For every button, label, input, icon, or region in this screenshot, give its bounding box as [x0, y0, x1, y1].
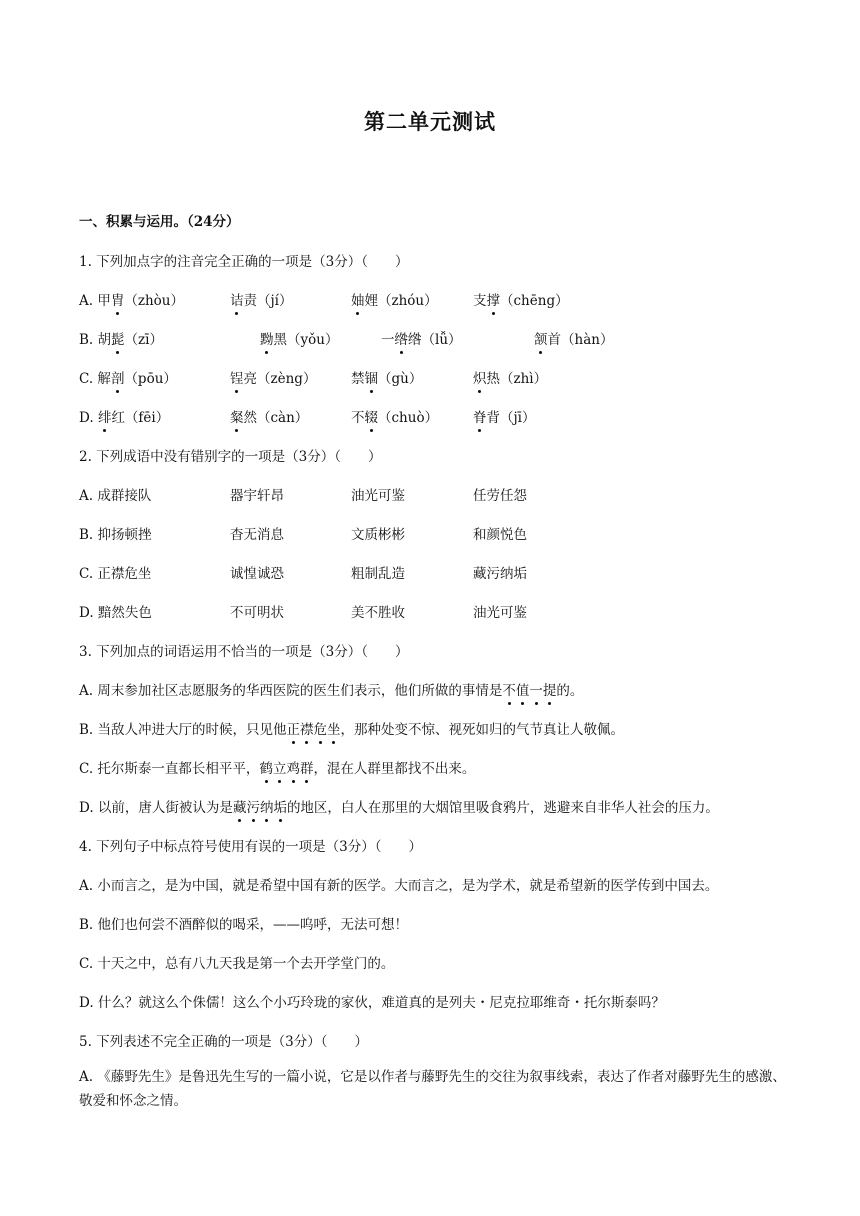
question-3-option-b: B. 当敌人冲进大厅的时候，只见他正襟危坐，那种处变不惊、视死如归的气节真让人敬佩。: [79, 722, 625, 738]
question-4-option-c: C. 十天之中，总有八九天我是第一个去开学堂门的。: [79, 956, 395, 972]
option-cell: 妯娌（zhóu）: [351, 293, 438, 309]
page-title: 第二单元测试: [364, 109, 496, 134]
option-cell: 任劳任怨: [473, 488, 527, 504]
section-heading: 一、积累与运用。（24分）: [79, 214, 240, 230]
option-cell: 不可明状: [230, 605, 284, 621]
option-cell: 炽热（zhì）: [473, 371, 548, 387]
option-cell: 藏污纳垢: [473, 566, 527, 582]
question-3-stem: 3. 下列加点的词语运用不恰当的一项是（3分）（ ）: [79, 644, 409, 660]
option-cell: C. 解剖（pōu）: [79, 371, 177, 387]
option-cell: 油光可鉴: [351, 488, 405, 504]
option-cell: 一绺绺（lǚ）: [381, 332, 462, 348]
option-cell: C. 正襟危坐: [79, 566, 152, 582]
option-cell: 锃亮（zèng）: [230, 371, 317, 387]
option-cell: D. 黯然失色: [79, 605, 152, 621]
option-cell: 颔首（hàn）: [534, 332, 614, 348]
option-cell: B. 抑扬顿挫: [79, 527, 152, 543]
option-cell: 油光可鉴: [473, 605, 527, 621]
option-cell: 和颜悦色: [473, 527, 527, 543]
option-cell: 黝黑（yǒu）: [260, 332, 339, 348]
option-cell: A. 成群接队: [79, 488, 152, 504]
option-cell: 不辍（chuò）: [351, 410, 439, 426]
option-cell: 脊背（jī）: [473, 410, 536, 426]
option-cell: B. 胡髭（zī）: [79, 332, 163, 348]
question-1-stem: 1. 下列加点字的注音完全正确的一项是（3分）（ ）: [79, 254, 409, 270]
option-cell: 禁锢（gù）: [351, 371, 423, 387]
option-cell: 诚惶诚恐: [230, 566, 284, 582]
option-cell: 粗制乱造: [351, 566, 405, 582]
option-cell: 器宇轩昂: [230, 488, 284, 504]
question-4-option-d: D. 什么？就这么个侏儒！这么个小巧玲珑的家伙，难道真的是列夫・尼克拉耶维奇・托尔斯泰吗？: [79, 995, 665, 1011]
question-3-option-a: A. 周末参加社区志愿服务的华西医院的医生们表示，他们所做的事情是不值一提的。: [79, 683, 584, 699]
option-cell: 美不胜收: [351, 605, 405, 621]
question-5-stem: 5. 下列表述不完全正确的一项是（3分）（ ）: [79, 1034, 369, 1050]
option-cell: 文质彬彬: [351, 527, 405, 543]
question-4-option-b: B. 他们也何尝不酒醉似的喝采，——呜呼，无法可想！: [79, 917, 409, 933]
question-3-option-c: C. 托尔斯泰一直都长相平平，鹤立鸡群，混在人群里都找不出来。: [79, 761, 476, 777]
option-cell: 杳无消息: [230, 527, 284, 543]
option-cell: A. 甲胄（zhòu）: [79, 293, 184, 309]
question-4-option-a: A. 小而言之，是为中国，就是希望中国有新的医学。大而言之，是为学术，就是希望新的医学传到中国去。: [79, 878, 719, 894]
question-2-stem: 2. 下列成语中没有错别字的一项是（3分）（ ）: [79, 449, 382, 465]
option-cell: D. 绯红（fēi）: [79, 410, 170, 426]
option-cell: 粲然（càn）: [230, 410, 309, 426]
question-4-stem: 4. 下列句子中标点符号使用有误的一项是（3分）（ ）: [79, 839, 423, 855]
question-5-option-a: A. 《藤野先生》是鲁迅先生写的一篇小说，它是以作者与藤野先生的交往为叙事线索，表达了作者对藤野先生的感激、敬爱和怀念之情。: [79, 1069, 786, 1109]
option-cell: 支撑（chēng）: [473, 293, 569, 309]
question-3-option-d: D. 以前，唐人街被认为是藏污纳垢的地区，白人在那里的大烟馆里吸食鸦片，逃避来自非华人社会的压力。: [79, 800, 719, 816]
option-cell: 诘责（jí）: [230, 293, 293, 309]
